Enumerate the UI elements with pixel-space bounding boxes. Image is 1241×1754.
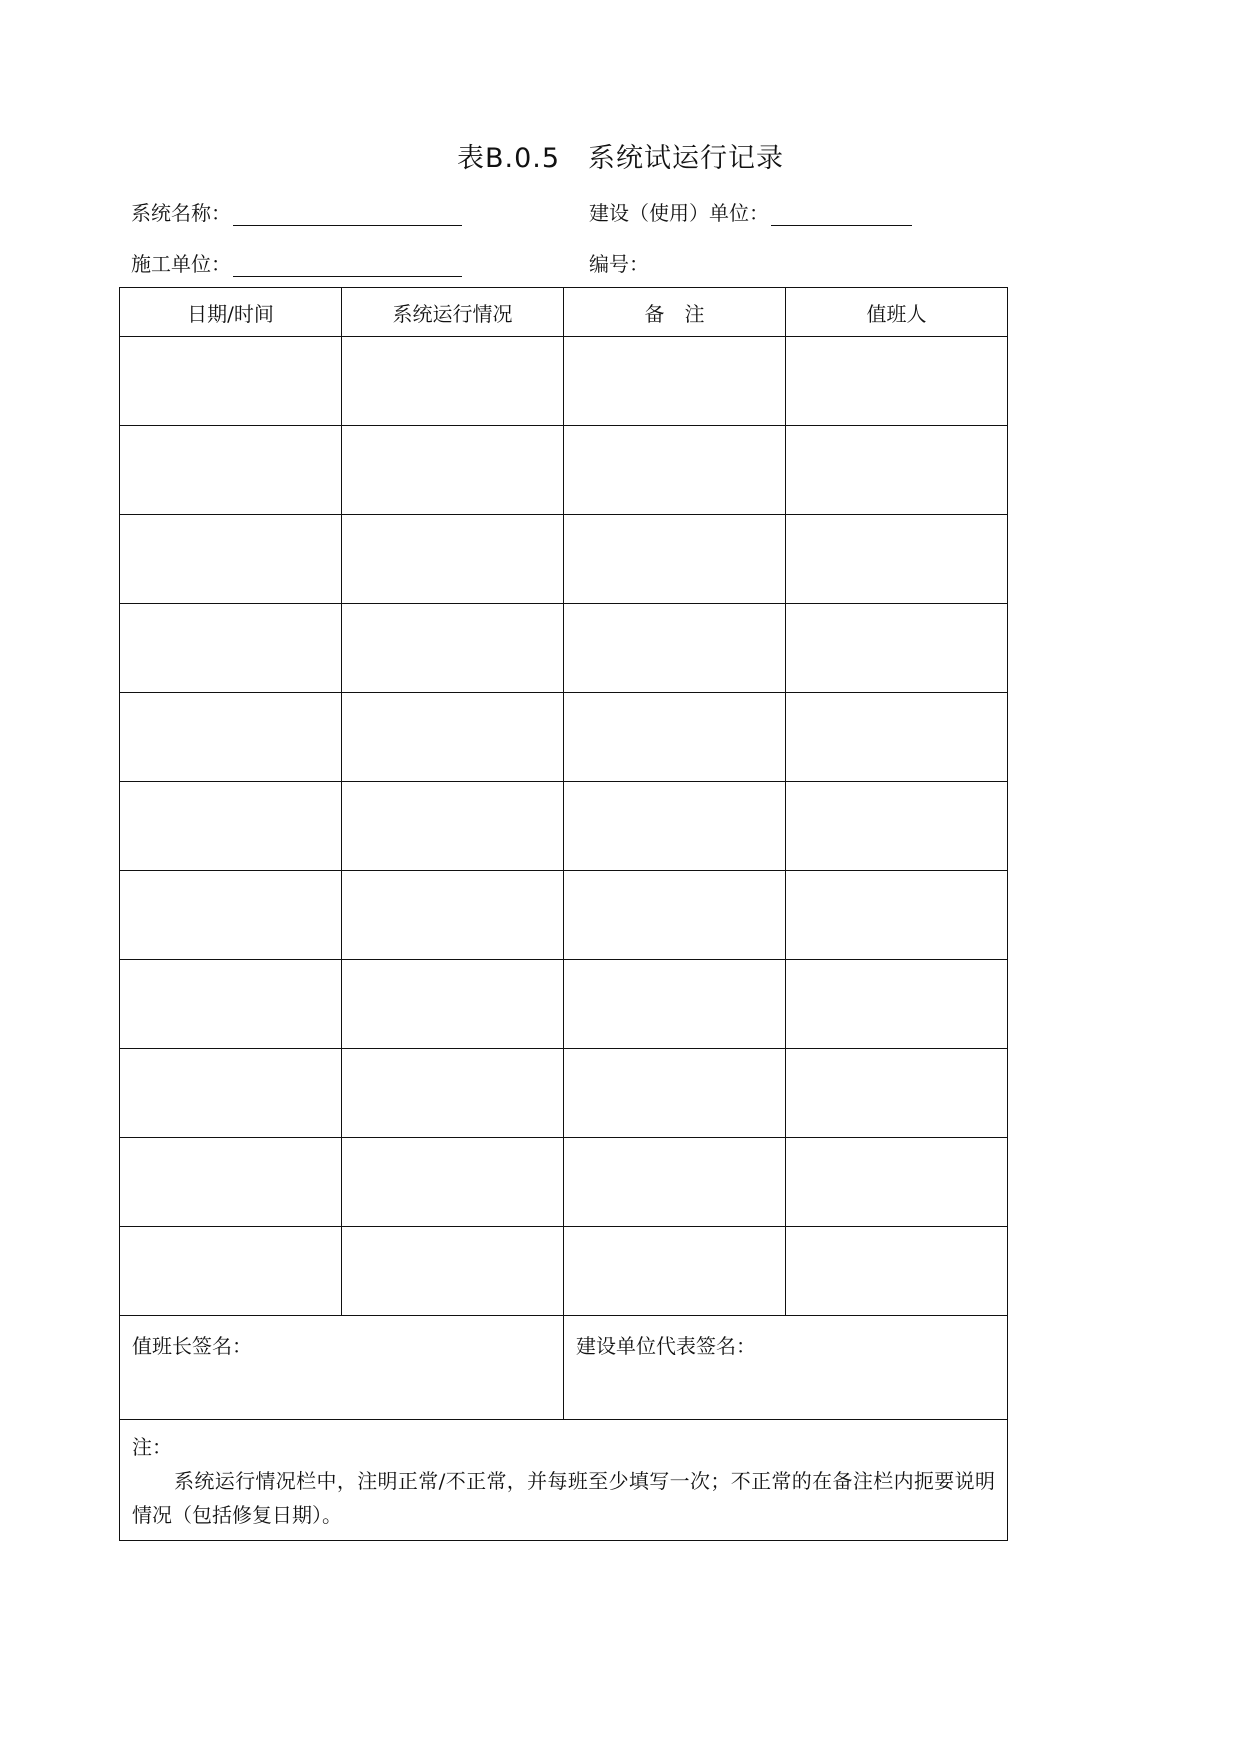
table-row bbox=[120, 1227, 1008, 1316]
note-cell bbox=[120, 1420, 1008, 1541]
header-datetime: 日期/时间 bbox=[120, 288, 342, 337]
cell-remarks[interactable] bbox=[564, 1227, 786, 1316]
cell-on-duty[interactable] bbox=[786, 1049, 1008, 1138]
cell-system-status[interactable] bbox=[342, 515, 564, 604]
cell-datetime[interactable] bbox=[120, 960, 342, 1049]
table-row bbox=[120, 1049, 1008, 1138]
header-system-status: 系统运行情况 bbox=[342, 288, 564, 337]
cell-remarks[interactable] bbox=[564, 871, 786, 960]
note-label: 注： bbox=[132, 1435, 172, 1459]
trial-run-record-table bbox=[119, 287, 1008, 1541]
cell-on-duty[interactable] bbox=[786, 782, 1008, 871]
duty-leader-signature-label: 值班长签名： bbox=[132, 1334, 252, 1358]
cell-remarks[interactable] bbox=[564, 960, 786, 1049]
header-remarks: 备 注 bbox=[564, 288, 786, 337]
cell-system-status[interactable] bbox=[342, 1227, 564, 1316]
cell-remarks[interactable] bbox=[564, 693, 786, 782]
cell-system-status[interactable] bbox=[342, 426, 564, 515]
table-row bbox=[120, 337, 1008, 426]
table-row bbox=[120, 604, 1008, 693]
cell-system-status[interactable] bbox=[342, 1049, 564, 1138]
signature-row bbox=[120, 1316, 1008, 1420]
cell-datetime[interactable] bbox=[120, 515, 342, 604]
cell-datetime[interactable] bbox=[120, 693, 342, 782]
contractor-label: 施工单位： bbox=[131, 252, 231, 276]
cell-datetime[interactable] bbox=[120, 604, 342, 693]
cell-on-duty[interactable] bbox=[786, 1227, 1008, 1316]
cell-remarks[interactable] bbox=[564, 604, 786, 693]
owner-rep-signature-cell[interactable] bbox=[564, 1316, 1008, 1420]
table-header-row bbox=[120, 288, 1008, 337]
note-row bbox=[120, 1420, 1008, 1541]
contractor-blank[interactable] bbox=[233, 254, 462, 277]
cell-datetime[interactable] bbox=[120, 1138, 342, 1227]
cell-remarks[interactable] bbox=[564, 515, 786, 604]
cell-datetime[interactable] bbox=[120, 1227, 342, 1316]
cell-on-duty[interactable] bbox=[786, 515, 1008, 604]
table-row bbox=[120, 1138, 1008, 1227]
note-text: 系统运行情况栏中，注明正常/不正常，并每班至少填写一次；不正常的在备注栏内扼要说明情况（包括修复日期）。 bbox=[132, 1469, 995, 1527]
cell-on-duty[interactable] bbox=[786, 426, 1008, 515]
cell-remarks[interactable] bbox=[564, 1049, 786, 1138]
cell-system-status[interactable] bbox=[342, 337, 564, 426]
cell-system-status[interactable] bbox=[342, 960, 564, 1049]
cell-remarks[interactable] bbox=[564, 782, 786, 871]
document-title: 表B.0.5 系统试运行记录 bbox=[456, 143, 785, 174]
cell-datetime[interactable] bbox=[120, 337, 342, 426]
cell-on-duty[interactable] bbox=[786, 871, 1008, 960]
header-on-duty: 值班人 bbox=[786, 288, 1008, 337]
table-row bbox=[120, 871, 1008, 960]
cell-system-status[interactable] bbox=[342, 693, 564, 782]
system-name-blank[interactable] bbox=[233, 203, 462, 226]
cell-on-duty[interactable] bbox=[786, 1138, 1008, 1227]
cell-remarks[interactable] bbox=[564, 1138, 786, 1227]
cell-on-duty[interactable] bbox=[786, 960, 1008, 1049]
number-label: 编号： bbox=[589, 252, 649, 276]
cell-datetime[interactable] bbox=[120, 1049, 342, 1138]
owner-unit-blank[interactable] bbox=[771, 203, 912, 226]
duty-leader-signature-cell[interactable] bbox=[120, 1316, 564, 1420]
cell-datetime[interactable] bbox=[120, 426, 342, 515]
owner-rep-signature-label: 建设单位代表签名： bbox=[576, 1334, 756, 1358]
owner-unit-field bbox=[589, 200, 912, 226]
cell-system-status[interactable] bbox=[342, 1138, 564, 1227]
number-field bbox=[589, 251, 649, 277]
table-row bbox=[120, 426, 1008, 515]
cell-on-duty[interactable] bbox=[786, 337, 1008, 426]
cell-system-status[interactable] bbox=[342, 871, 564, 960]
owner-unit-label: 建设（使用）单位： bbox=[589, 201, 769, 225]
cell-remarks[interactable] bbox=[564, 426, 786, 515]
system-name-field bbox=[131, 200, 462, 226]
cell-remarks[interactable] bbox=[564, 337, 786, 426]
cell-on-duty[interactable] bbox=[786, 604, 1008, 693]
table-row bbox=[120, 782, 1008, 871]
cell-on-duty[interactable] bbox=[786, 693, 1008, 782]
table-row bbox=[120, 515, 1008, 604]
system-name-label: 系统名称： bbox=[131, 201, 231, 225]
cell-datetime[interactable] bbox=[120, 782, 342, 871]
cell-system-status[interactable] bbox=[342, 782, 564, 871]
table-row bbox=[120, 960, 1008, 1049]
table-row bbox=[120, 693, 1008, 782]
cell-datetime[interactable] bbox=[120, 871, 342, 960]
cell-system-status[interactable] bbox=[342, 604, 564, 693]
contractor-field bbox=[131, 251, 462, 277]
